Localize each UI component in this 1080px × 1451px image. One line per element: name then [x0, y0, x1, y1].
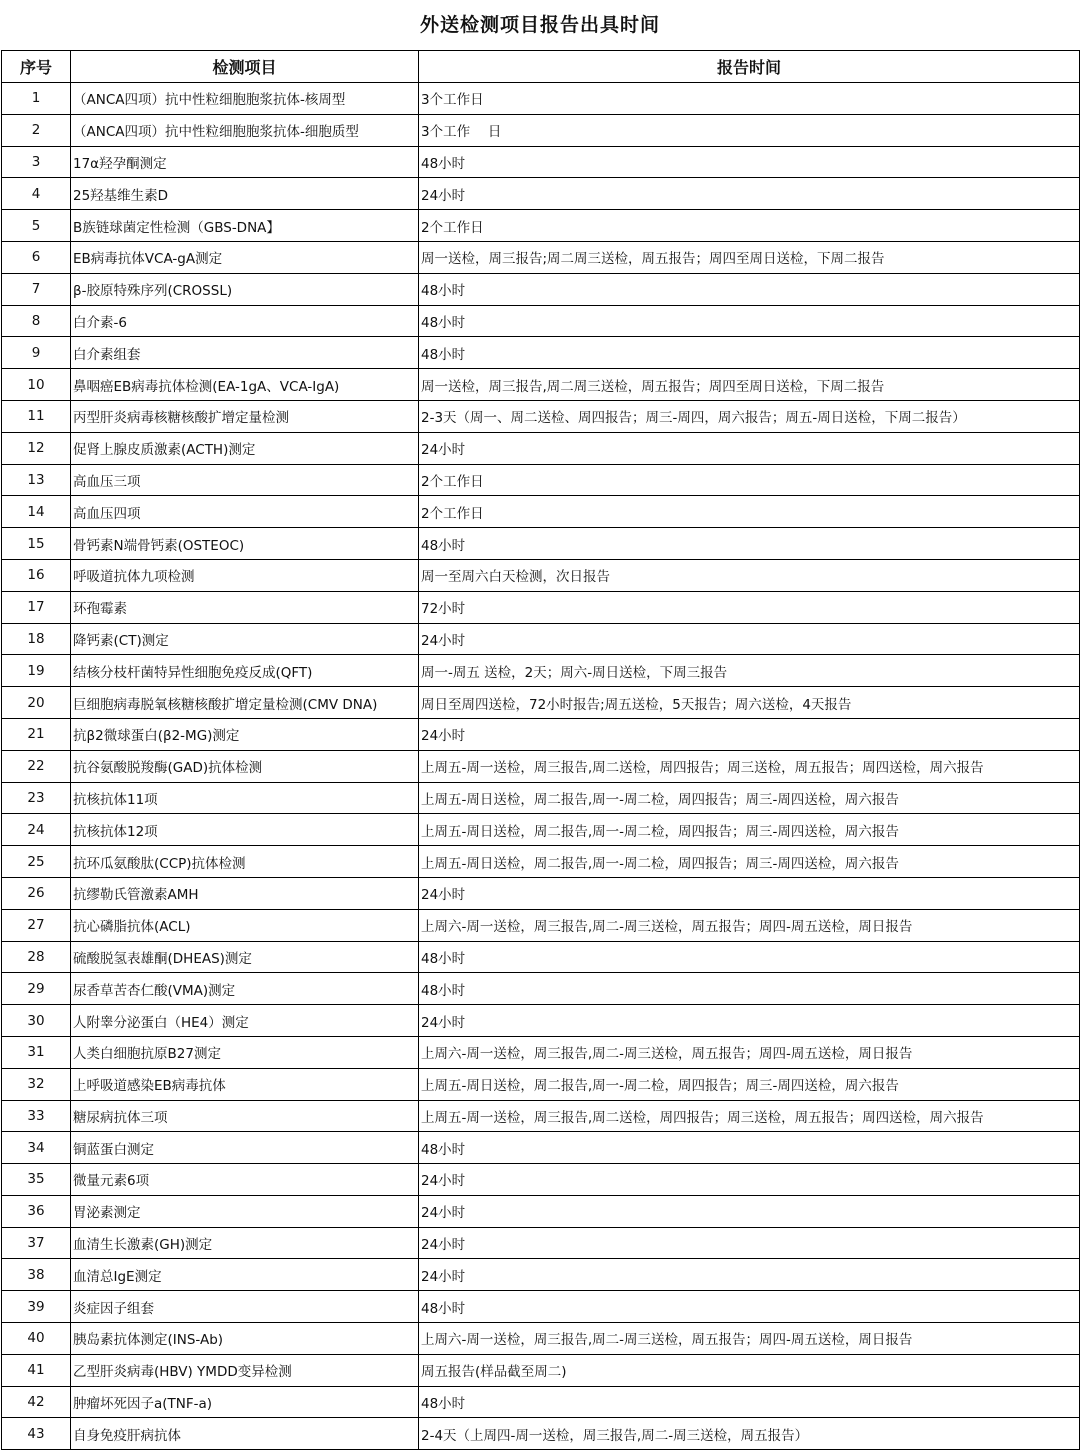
- table-row: [2, 1164, 1080, 1196]
- cell-no: 38: [2, 1259, 71, 1291]
- cell-no: 20: [2, 687, 71, 719]
- table-row: [2, 400, 1080, 432]
- cell-no: 35: [2, 1164, 71, 1196]
- cell-report-time: 48小时: [419, 337, 1080, 369]
- cell-report-time: 上周六-周一送检，周三报告,周二-周三送检，周五报告；周四-周五送检，周日报告: [419, 1036, 1080, 1068]
- table-row: [2, 337, 1080, 369]
- cell-item: 骨钙素N端骨钙素(OSTEOC): [71, 528, 419, 560]
- cell-item: 丙型肝炎病毒核糖核酸扩增定量检测: [71, 400, 419, 432]
- table-row: [2, 369, 1080, 401]
- cell-no: 32: [2, 1068, 71, 1100]
- cell-no: 42: [2, 1386, 71, 1418]
- cell-item: 17α羟孕酮测定: [71, 146, 419, 178]
- document-title: 外送检测项目报告出具时间: [419, 14, 660, 36]
- cell-report-time: 2-3天（周一、周二送检、周四报告；周三-周四，周六报告；周五-周日送检，下周二报告）: [419, 400, 1080, 432]
- table-row: [2, 1259, 1080, 1291]
- cell-report-time: 24小时: [419, 877, 1080, 909]
- header-time: 报告时间: [419, 51, 1080, 83]
- cell-no: 7: [2, 273, 71, 305]
- cell-item: B族链球菌定性检测（GBS-DNA】: [71, 210, 419, 242]
- table-row: [2, 559, 1080, 591]
- cell-no: 37: [2, 1227, 71, 1259]
- cell-no: 12: [2, 432, 71, 464]
- cell-item: 高血压三项: [71, 464, 419, 496]
- cell-no: 22: [2, 750, 71, 782]
- table-row: [2, 909, 1080, 941]
- cell-item: β-胶原特殊序列(CROSSL): [71, 273, 419, 305]
- cell-no: 43: [2, 1418, 71, 1450]
- table-row: [2, 83, 1080, 115]
- cell-item: （ANCA四项）抗中性粒细胞胞浆抗体-核周型: [71, 83, 419, 115]
- cell-no: 16: [2, 559, 71, 591]
- cell-report-time: 48小时: [419, 941, 1080, 973]
- cell-no: 14: [2, 496, 71, 528]
- cell-item: 微量元素6项: [71, 1164, 419, 1196]
- cell-item: 抗心磷脂抗体(ACL): [71, 909, 419, 941]
- table-row: [2, 114, 1080, 146]
- cell-item: （ANCA四项）抗中性粒细胞胞浆抗体-细胞质型: [71, 114, 419, 146]
- cell-report-time: 上周五-周日送检，周二报告,周一-周二检，周四报告；周三-周四送检，周六报告: [419, 782, 1080, 814]
- cell-no: 10: [2, 369, 71, 401]
- table-row: [2, 273, 1080, 305]
- cell-report-time: 24小时: [419, 1259, 1080, 1291]
- cell-report-time: 24小时: [419, 432, 1080, 464]
- cell-report-time: 上周五-周一送检，周三报告,周二送检，周四报告；周三送检，周五报告；周四送检，周六报告: [419, 750, 1080, 782]
- cell-item: 降钙素(CT)测定: [71, 623, 419, 655]
- cell-item: 白介素组套: [71, 337, 419, 369]
- cell-item: 上呼吸道感染EB病毒抗体: [71, 1068, 419, 1100]
- header-item: 检测项目: [71, 51, 419, 83]
- table-row: [2, 432, 1080, 464]
- cell-report-time: 48小时: [419, 1386, 1080, 1418]
- table-row: [2, 241, 1080, 273]
- cell-no: 17: [2, 591, 71, 623]
- cell-no: 18: [2, 623, 71, 655]
- cell-no: 41: [2, 1354, 71, 1386]
- cell-item: 抗谷氨酸脱羧酶(GAD)抗体检测: [71, 750, 419, 782]
- table-row: [2, 1036, 1080, 1068]
- cell-report-time: 2个工作日: [419, 496, 1080, 528]
- table-row: [2, 591, 1080, 623]
- cell-report-time: 3个工作日: [419, 83, 1080, 115]
- table-row: [2, 655, 1080, 687]
- table-row: [2, 718, 1080, 750]
- cell-item: 血清生长激素(GH)测定: [71, 1227, 419, 1259]
- cell-no: 40: [2, 1323, 71, 1355]
- table-row: [2, 1100, 1080, 1132]
- cell-item: 胃泌素测定: [71, 1195, 419, 1227]
- cell-no: 6: [2, 241, 71, 273]
- cell-report-time: 周一-周五 送检，2天；周六-周日送检，下周三报告: [419, 655, 1080, 687]
- cell-item: 高血压四项: [71, 496, 419, 528]
- cell-report-time: 72小时: [419, 591, 1080, 623]
- cell-no: 11: [2, 400, 71, 432]
- cell-no: 30: [2, 1005, 71, 1037]
- cell-report-time: 3个工作 日: [419, 114, 1080, 146]
- table-row: [2, 1195, 1080, 1227]
- cell-report-time: 48小时: [419, 1291, 1080, 1323]
- cell-report-time: 上周五-周日送检，周二报告,周一-周二检，周四报告；周三-周四送检，周六报告: [419, 814, 1080, 846]
- cell-report-time: 周日至周四送检，72小时报告;周五送检，5天报告；周六送检，4天报告: [419, 687, 1080, 719]
- cell-report-time: 48小时: [419, 273, 1080, 305]
- table-row: [2, 1386, 1080, 1418]
- cell-item: 抗β2微球蛋白(β2-MG)测定: [71, 718, 419, 750]
- cell-item: 乙型肝炎病毒(HBV) YMDD变异检测: [71, 1354, 419, 1386]
- cell-report-time: 24小时: [419, 178, 1080, 210]
- table-row: [2, 528, 1080, 560]
- cell-no: 5: [2, 210, 71, 242]
- table-row: [2, 496, 1080, 528]
- cell-item: 炎症因子组套: [71, 1291, 419, 1323]
- table-row: [2, 464, 1080, 496]
- cell-item: 人类白细胞抗原B27测定: [71, 1036, 419, 1068]
- cell-report-time: 上周六-周一送检，周三报告,周二-周三送检，周五报告；周四-周五送检，周日报告: [419, 909, 1080, 941]
- cell-item: EB病毒抗体VCA-gA测定: [71, 241, 419, 273]
- cell-no: 24: [2, 814, 71, 846]
- table-row: [2, 305, 1080, 337]
- cell-report-time: 2个工作日: [419, 464, 1080, 496]
- cell-report-time: 上周五-周一送检，周三报告,周二送检，周四报告；周三送检，周五报告；周四送检，周六报告: [419, 1100, 1080, 1132]
- cell-no: 9: [2, 337, 71, 369]
- table-row: [2, 1068, 1080, 1100]
- table-row: [2, 1418, 1080, 1450]
- cell-item: 人附睾分泌蛋白（HE4）测定: [71, 1005, 419, 1037]
- cell-item: 抗缪勒氏管激素AMH: [71, 877, 419, 909]
- cell-no: 29: [2, 973, 71, 1005]
- cell-no: 25: [2, 846, 71, 878]
- cell-item: 白介素-6: [71, 305, 419, 337]
- cell-item: 硫酸脱氢表雄酮(DHEAS)测定: [71, 941, 419, 973]
- cell-item: 结核分枝杆菌特异性细胞免疫反成(QFT): [71, 655, 419, 687]
- cell-report-time: 上周五-周日送检，周二报告,周一-周二检，周四报告；周三-周四送检，周六报告: [419, 1068, 1080, 1100]
- table-row: [2, 941, 1080, 973]
- cell-report-time: 24小时: [419, 1195, 1080, 1227]
- cell-report-time: 24小时: [419, 623, 1080, 655]
- cell-item: 抗核抗体12项: [71, 814, 419, 846]
- cell-report-time: 48小时: [419, 305, 1080, 337]
- cell-report-time: 2个工作日: [419, 210, 1080, 242]
- cell-item: 胰岛素抗体测定(INS-Ab): [71, 1323, 419, 1355]
- table-row: [2, 1227, 1080, 1259]
- table-row: [2, 1291, 1080, 1323]
- cell-item: 巨细胞病毒脱氧核糖核酸扩增定量检测(CMV DNA): [71, 687, 419, 719]
- cell-no: 34: [2, 1132, 71, 1164]
- cell-report-time: 周一至周六白天检测，次日报告: [419, 559, 1080, 591]
- table-row: [2, 814, 1080, 846]
- header-no: 序号: [2, 51, 71, 83]
- cell-report-time: 上周五-周日送检，周二报告,周一-周二检，周四报告；周三-周四送检，周六报告: [419, 846, 1080, 878]
- cell-item: 铜蓝蛋白测定: [71, 1132, 419, 1164]
- cell-item: 尿香草苦杏仁酸(VMA)测定: [71, 973, 419, 1005]
- cell-no: 33: [2, 1100, 71, 1132]
- cell-no: 36: [2, 1195, 71, 1227]
- cell-item: 呼吸道抗体九项检测: [71, 559, 419, 591]
- cell-no: 28: [2, 941, 71, 973]
- cell-report-time: 2-4天（上周四-周一送检，周三报告,周二-周三送检，周五报告）: [419, 1418, 1080, 1450]
- cell-report-time: 48小时: [419, 528, 1080, 560]
- cell-no: 3: [2, 146, 71, 178]
- table-row: [2, 1323, 1080, 1355]
- cell-no: 27: [2, 909, 71, 941]
- report-time-table: [1, 50, 1080, 1450]
- cell-item: 肿瘤坏死因子a(TNF-a): [71, 1386, 419, 1418]
- cell-no: 21: [2, 718, 71, 750]
- cell-no: 15: [2, 528, 71, 560]
- cell-item: 血清总IgE测定: [71, 1259, 419, 1291]
- cell-no: 13: [2, 464, 71, 496]
- cell-report-time: 24小时: [419, 718, 1080, 750]
- cell-no: 2: [2, 114, 71, 146]
- table-row: [2, 623, 1080, 655]
- cell-no: 26: [2, 877, 71, 909]
- cell-no: 4: [2, 178, 71, 210]
- table-body: [2, 83, 1080, 1450]
- table-row: [2, 210, 1080, 242]
- cell-report-time: 48小时: [419, 146, 1080, 178]
- table-row: [2, 1005, 1080, 1037]
- cell-no: 8: [2, 305, 71, 337]
- cell-item: 糖尿病抗体三项: [71, 1100, 419, 1132]
- cell-item: 抗环瓜氨酸肽(CCP)抗体检测: [71, 846, 419, 878]
- cell-report-time: 24小时: [419, 1164, 1080, 1196]
- cell-item: 促肾上腺皮质激素(ACTH)测定: [71, 432, 419, 464]
- table-row: [2, 1132, 1080, 1164]
- cell-no: 19: [2, 655, 71, 687]
- cell-report-time: 24小时: [419, 1005, 1080, 1037]
- cell-no: 1: [2, 83, 71, 115]
- cell-item: 环孢霉素: [71, 591, 419, 623]
- cell-item: 鼻咽癌EB病毒抗体检测(EA-1gA、VCA-IgA): [71, 369, 419, 401]
- cell-no: 31: [2, 1036, 71, 1068]
- table-row: [2, 687, 1080, 719]
- cell-report-time: 上周六-周一送检，周三报告,周二-周三送检，周五报告；周四-周五送检，周日报告: [419, 1323, 1080, 1355]
- table-row: [2, 146, 1080, 178]
- table-row: [2, 1354, 1080, 1386]
- table-row: [2, 178, 1080, 210]
- cell-item: 自身免疫肝病抗体: [71, 1418, 419, 1450]
- cell-no: 39: [2, 1291, 71, 1323]
- cell-report-time: 48小时: [419, 1132, 1080, 1164]
- cell-report-time: 周一送检，周三报告;周二周三送检，周五报告；周四至周日送检，下周二报告: [419, 241, 1080, 273]
- table-row: [2, 973, 1080, 1005]
- table-row: [2, 750, 1080, 782]
- cell-report-time: 周一送检，周三报告,周二周三送检，周五报告；周四至周日送检，下周二报告: [419, 369, 1080, 401]
- table-row: [2, 782, 1080, 814]
- cell-item: 25羟基维生素D: [71, 178, 419, 210]
- table-header-row: [2, 51, 1080, 83]
- cell-item: 抗核抗体11项: [71, 782, 419, 814]
- cell-report-time: 周五报告(样品截至周二): [419, 1354, 1080, 1386]
- cell-report-time: 48小时: [419, 973, 1080, 1005]
- cell-report-time: 24小时: [419, 1227, 1080, 1259]
- cell-no: 23: [2, 782, 71, 814]
- table-row: [2, 877, 1080, 909]
- table-row: [2, 846, 1080, 878]
